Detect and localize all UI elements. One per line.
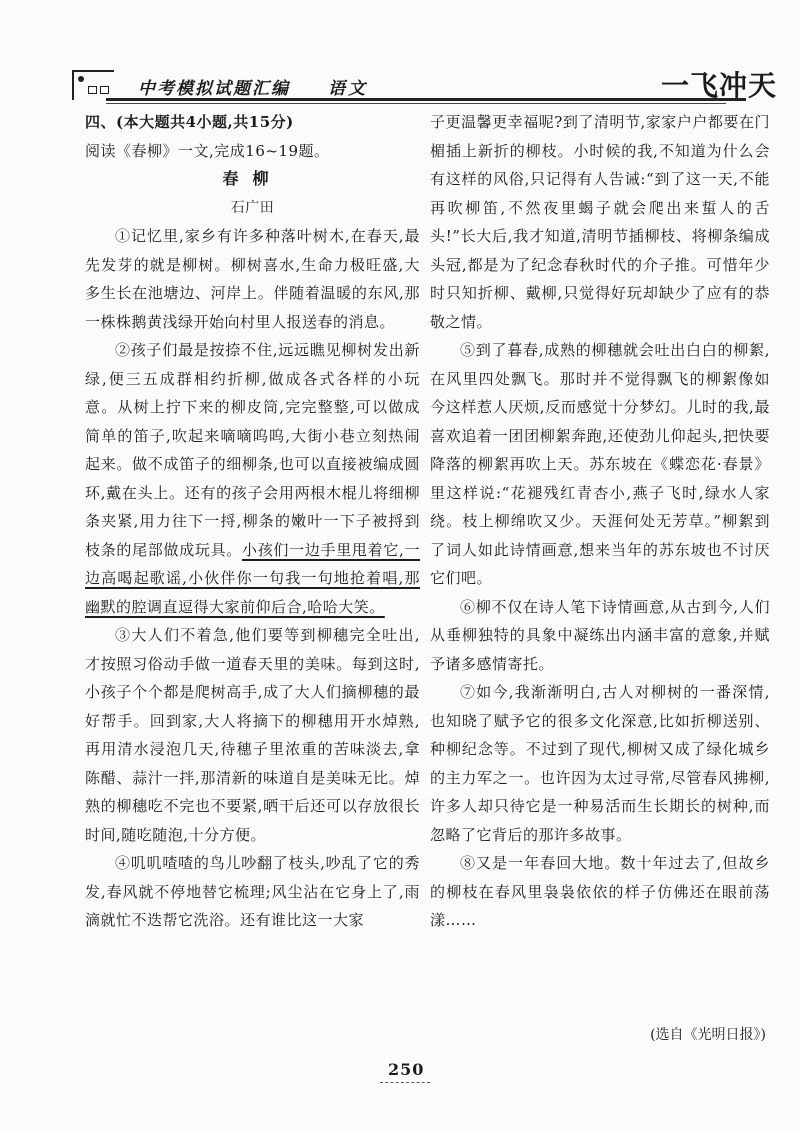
page-header [72, 62, 777, 102]
header-title: 中考模拟试题汇编 [138, 79, 290, 99]
paragraph-4-part1: ④叽叽喳喳的鸟儿吵翻了枝头,吵乱了它的秀发,春风就不停地替它梳理;风尘沾在它身上了,雨滴就忙不迭帮它洗浴。还有谁比这一大家 [85, 854, 420, 929]
paragraph-6: ⑥柳不仅在诗人笔下诗情画意,从古到今,人们从垂柳独特的具象中凝练出内涵丰富的意象,并赋予诸多感情寄托。 [430, 597, 770, 673]
paragraph-1: ①记忆里,家乡有许多种落叶树木,在春天,最先发芽的就是柳树。柳树喜水,生命力极旺盛,大多生长在池塘边、河岸上。伴随着温暖的东风,那一株株鹅黄浅绿开始向村里人报送春的消息。 [85, 227, 420, 331]
paragraph-2-text: ②孩子们最是按捺不住,远远瞧见柳树发出新绿,便三五成群相约折柳,做成各式各样的小玩意。从树上拧下来的柳皮筒,完完整整,可以做成简单的笛子,吹起来嘀嘀呜呜,大街小巷立刻热闹起来。做不成笛子的细柳条,也可以直接被编成圆环,戴在头上。还有的孩子会用两根木棍儿将细柳条夹紧,用力往下一捋,柳条的嫩叶一下子被捋到枝条的尾部做成玩具。 [85, 341, 420, 559]
paragraph-8: ⑧又是一年春回大地。数十年过去了,但故乡的柳枝在春风里袅袅依依的样子仿佛还在眼前荡漾…… [430, 854, 770, 929]
header-subject: 语文 [328, 79, 368, 99]
paragraph-7: ⑦如今,我渐渐明白,古人对柳树的一番深情,也知晓了赋予它的很多文化深意,比如折柳送别、种柳纪念等。不过到了现代,柳树又成了绿化城乡的主力军之一。也许因为太过寻常,尽管春风拂柳,许多人却只待它是一种易活而生长期长的树种,而忽略了它背后的那许多故事。 [430, 683, 770, 844]
header-rule-thin [106, 103, 726, 104]
paragraph-2-underlined: 小孩们一边手里甩着它,一边高喝起歌谣,小伙伴你一句我一句地抢着唱,那幽默的腔调直逗得大家前仰后合,哈哈大笑。 [85, 540, 420, 616]
right-column [430, 108, 770, 935]
article-title: 春柳 [222, 169, 283, 188]
article-source: (选自《光明日报》) [650, 1027, 766, 1043]
header-rule [106, 98, 746, 101]
left-column [85, 108, 420, 935]
paragraph-4-part2: 子更温馨更幸福呢?到了清明节,家家户户都要在门楣插上新折的柳枝。小时候的我,不知道为什么会有这样的风俗,只记得有人告诫:“到了这一天,不能再吹柳笛,不然夜里蝎子就会爬出来蜇人的舌头!”长大后,我才知道,清明节插柳枝、将柳条编成头冠,都是为了纪念春秋时代的介子推。可惜年少时只知折柳、戴柳,只觉得好玩却缺少了应有的恭敬之情。 [430, 113, 770, 331]
book-logo-icon [72, 70, 114, 100]
page-number-underline [380, 1082, 430, 1083]
article-author: 石广田 [230, 199, 275, 216]
section-instruction: 阅读《春柳》一文,完成16~19题。 [85, 141, 330, 160]
section-heading: 四、(本大题共4小题,共15分) [85, 113, 294, 131]
page-number: 250 [388, 1060, 425, 1079]
paragraph-5: ⑤到了暮春,成熟的柳穗就会吐出白白的柳絮,在风里四处飘飞。那时并不觉得飘飞的柳絮像如今这样惹人厌烦,反而感觉十分梦幻。儿时的我,最喜欢追着一团团柳絮奔跑,还使劲儿仰起头,把快要降落的柳絮再吹上天。苏东坡在《蝶恋花·春景》里这样说:“花褪残红青杏小,燕子飞时,绿水人家绕。枝上柳绵吹又少。天涯何处无芳草。”柳絮到了词人如此诗情画意,想来当年的苏东坡也不讨厌它们吧。 [430, 341, 770, 587]
header-brand: 一飞冲天 [660, 69, 777, 102]
paragraph-2 [85, 336, 420, 621]
paragraph-3: ③大人们不着急,他们要等到柳穗完全吐出,才按照习俗动手做一道春天里的美味。每到这时,小孩子个个都是爬树高手,成了大人们摘柳穗的最好帮手。回到家,大人将摘下的柳穗用开水焯熟,再用清水浸泡几天,待穗子里浓重的苦味淡去,拿陈醋、蒜汁一拌,那清新的味道自是美味无比。焯熟的柳穗吃不完也不要紧,晒干后还可以存放很长时间,随吃随泡,十分方便。 [85, 626, 420, 844]
